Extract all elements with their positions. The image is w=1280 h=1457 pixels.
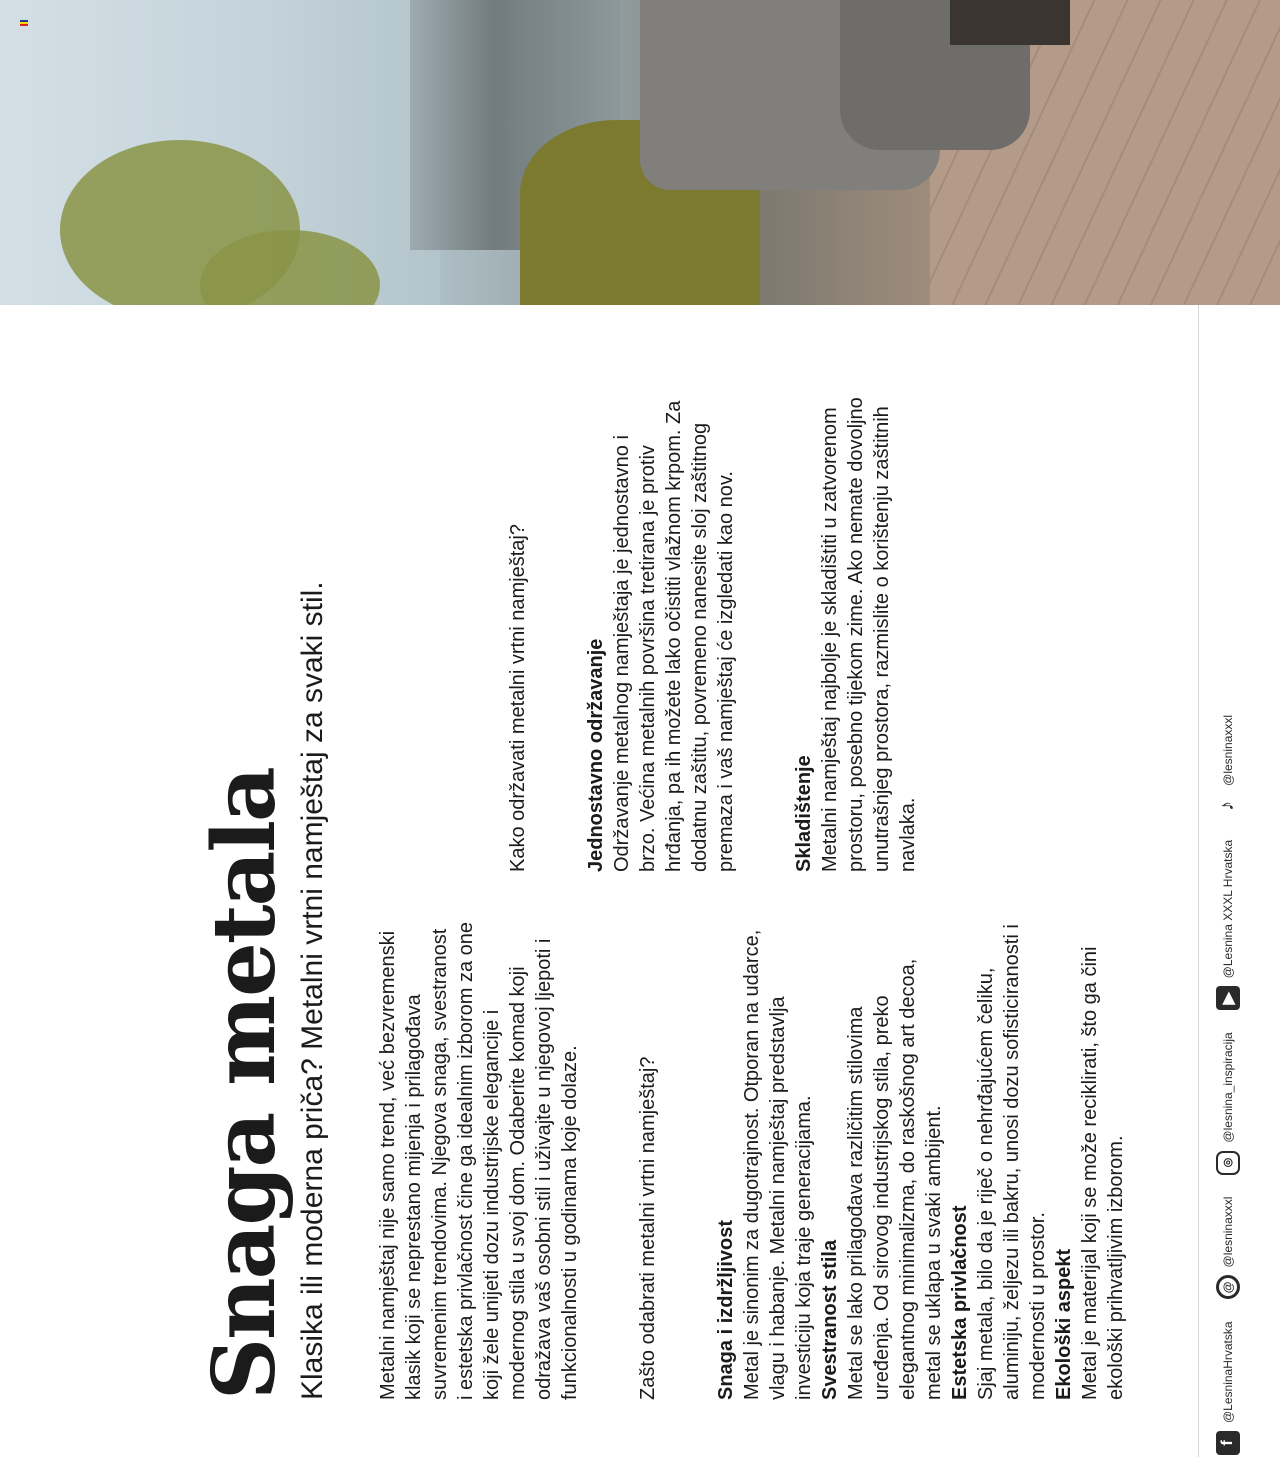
photo-chair-frame bbox=[950, 0, 1070, 45]
section-heading: Skladištenje bbox=[793, 755, 815, 872]
facebook-icon: f bbox=[1216, 1431, 1240, 1455]
flag-mark bbox=[20, 20, 28, 26]
section-text: Održavanje metalnog namještaja je jednostavno i brzo. Većina metalnih površina tretirana je protiv hrđanja, pa ih možete lako očistiti vlažnom krpom. Za dodatnu zaštitu, povremeno nanesite sloj zaštitnog premaza i vaš namještaj će izgledati kao nov. bbox=[611, 400, 737, 872]
article bbox=[194, 397, 1127, 1400]
social-threads-handle[interactable]: @lesninaxxxl bbox=[1220, 1196, 1235, 1268]
divider-line bbox=[1198, 305, 1199, 1457]
section-heading: Svestranost stila bbox=[819, 1239, 841, 1400]
section-text: Metal je sinonim za dugotrajnost. Otporan na udarce, vlagu i habanje. Metalni namještaj predstavlja investiciju koja traje generacijama. bbox=[741, 929, 815, 1400]
section-question: Kako održavati metalni vrtni namještaj? bbox=[507, 524, 529, 872]
section-heading: Snaga i izdržljivost bbox=[715, 1219, 737, 1400]
section-text: Metal se lako prilagođava različitim stilovima uređenja. Od sirovog industrijskog stila, preko elegantnog minimalizma, do raskošnog art decoa, metal se uklapa u svaki ambijent. bbox=[845, 958, 945, 1400]
section-question: Zašto odabrati metalni vrtni namještaj? bbox=[637, 1056, 659, 1400]
section-heading: Jednostavno održavanje bbox=[585, 638, 607, 872]
social-facebook-handle[interactable]: @LesninaHrvatska bbox=[1220, 1321, 1235, 1423]
social-instagram-handle[interactable]: @lesnina_inspiracija bbox=[1220, 1032, 1235, 1143]
social-facebook[interactable] bbox=[1216, 1321, 1240, 1455]
section-text: Sjaj metala, bilo da je riječ o nehrđajućem čeliku, aluminiju, željezu ili bakru, unosi dozu sofisticiranosti i modernosti u prostor. bbox=[975, 924, 1049, 1400]
tiktok-icon: ♪ bbox=[1216, 794, 1240, 818]
youtube-icon: ▶ bbox=[1216, 986, 1240, 1010]
social-youtube-handle[interactable]: @Lesnina XXXL Hrvatska bbox=[1220, 839, 1235, 979]
social-tiktok-handle[interactable]: @lesninaxxxl bbox=[1220, 714, 1235, 786]
social-threads[interactable] bbox=[1216, 1197, 1240, 1300]
social-footer bbox=[1200, 655, 1255, 1455]
left-column bbox=[375, 920, 1129, 1400]
social-tiktok[interactable] bbox=[1216, 715, 1240, 818]
hero-photo bbox=[0, 0, 1280, 305]
section-text: Metal je materijal koji se može reciklirati, što ga čini ekološki prihvatljivim izborom. bbox=[1079, 946, 1127, 1400]
social-youtube[interactable] bbox=[1216, 840, 1240, 1010]
threads-icon: @ bbox=[1216, 1275, 1240, 1299]
page-title: Snaga metala bbox=[194, 768, 295, 1400]
intro-paragraph: Metalni namještaj nije samo trend, već bezvremenski klasik koji se neprestano mijenja i prilagođava suvremenim trendovima. Njegova snaga, svestranost i estetska privlačnost čine ga idealnim izborom za one koji žele unijeti dozu industrijske elegancije i modernog stila u svoj dom. Odaberite komad koji odražava vaš osobni stil i uživajte u njegovoj ljepoti i funkcionalnosti u godinama koje dolaze. bbox=[377, 921, 581, 1400]
right-column bbox=[375, 392, 921, 872]
page-subtitle: Klasika ili moderna priča? Metalni vrtni namještaj za svaki stil. bbox=[296, 581, 329, 1400]
section-heading: Ekološki aspekt bbox=[1053, 1248, 1075, 1400]
instagram-icon: ◎ bbox=[1216, 1151, 1240, 1175]
section-text: Metalni namještaj najbolje je skladištiti u zatvorenom prostoru, posebno tijekom zime. Ako nemate dovoljno unutrašnjeg prostora, razmislite o korištenju zaštitnih navlaka. bbox=[819, 397, 919, 872]
social-instagram[interactable] bbox=[1216, 1032, 1240, 1174]
section-heading: Estetska privlačnost bbox=[949, 1205, 971, 1400]
